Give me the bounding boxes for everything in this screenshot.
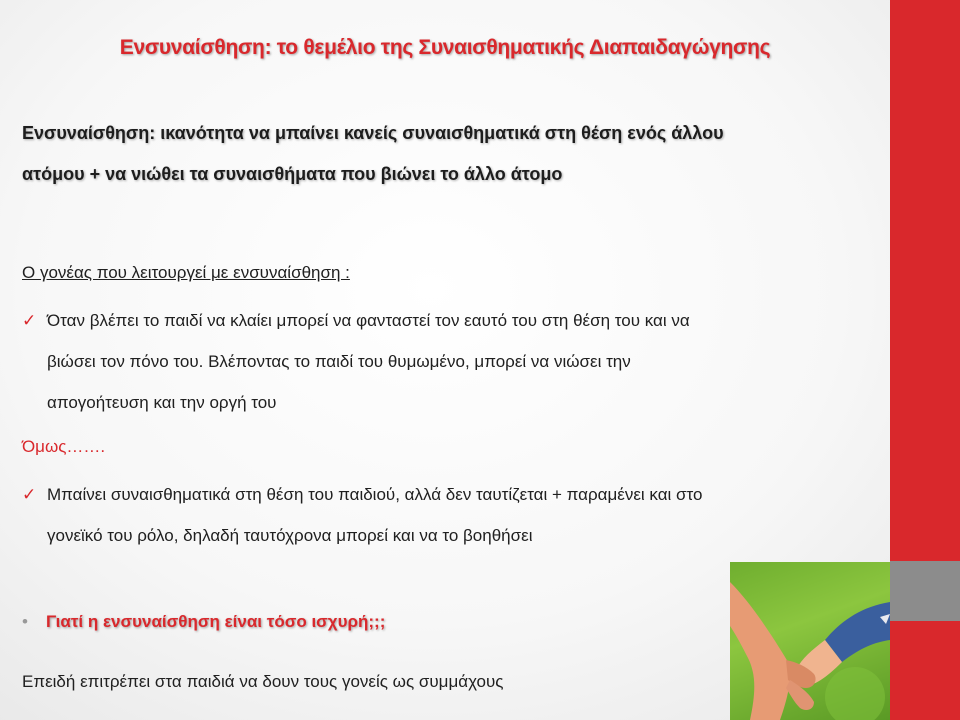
bullet-1-line-2: βιώσει τον πόνο του. Βλέποντας το παιδί του θυμωμένο, μπορεί να νιώσει την: [47, 352, 631, 371]
bullet-1-line-3: απογοήτευση και την οργή του: [47, 393, 277, 412]
definition-text: [22, 113, 872, 195]
subheading: Ο γονέας που λειτουργεί με ενσυναίσθηση :: [22, 263, 350, 282]
however-text: Όμως…….: [22, 437, 106, 456]
definition-line-2: ατόμου + να νιώθει τα συναισθήματα που βιώνει το άλλο άτομο: [22, 164, 563, 184]
checkmark-icon: ✓: [22, 311, 37, 330]
bullet-list-item-1: [22, 300, 882, 423]
slide-title: Ενσυναίσθηση: το θεμέλιο της Συναισθηματικής Διαπαιδαγώγησης: [119, 36, 771, 59]
checkmark-icon: ✓: [22, 485, 37, 504]
bullet-2-line-1: Μπαίνει συναισθηματικά στη θέση του παιδιού, αλλά δεν ταυτίζεται + παραμένει και στο: [47, 485, 703, 504]
bullet-1-line-1: Όταν βλέπει το παιδί να κλαίει μπορεί να φανταστεί τον εαυτό του στη θέση του και να: [47, 311, 690, 330]
question-text: Γιατί η ενσυναίσθηση είναι τόσο ισχυρή;;;: [46, 612, 386, 631]
hands-illustration: [730, 562, 890, 720]
right-gray-block: [890, 561, 960, 621]
holding-hands-photo: [730, 562, 890, 720]
bullet-list-item-2: [22, 474, 882, 556]
definition-line-1: Ενσυναίσθηση: ικανότητα να μπαίνει κανείς συναισθηματικά στη θέση ενός άλλου: [22, 123, 724, 143]
answer-text: Επειδή επιτρέπει στα παιδιά να δουν τους γονείς ως συμμάχους: [22, 672, 504, 691]
bullet-dot-icon: •: [22, 612, 28, 631]
bullet-2-line-2: γονεϊκό του ρόλο, δηλαδή ταυτόχρονα μπορεί και να το βοηθήσει: [47, 526, 533, 545]
